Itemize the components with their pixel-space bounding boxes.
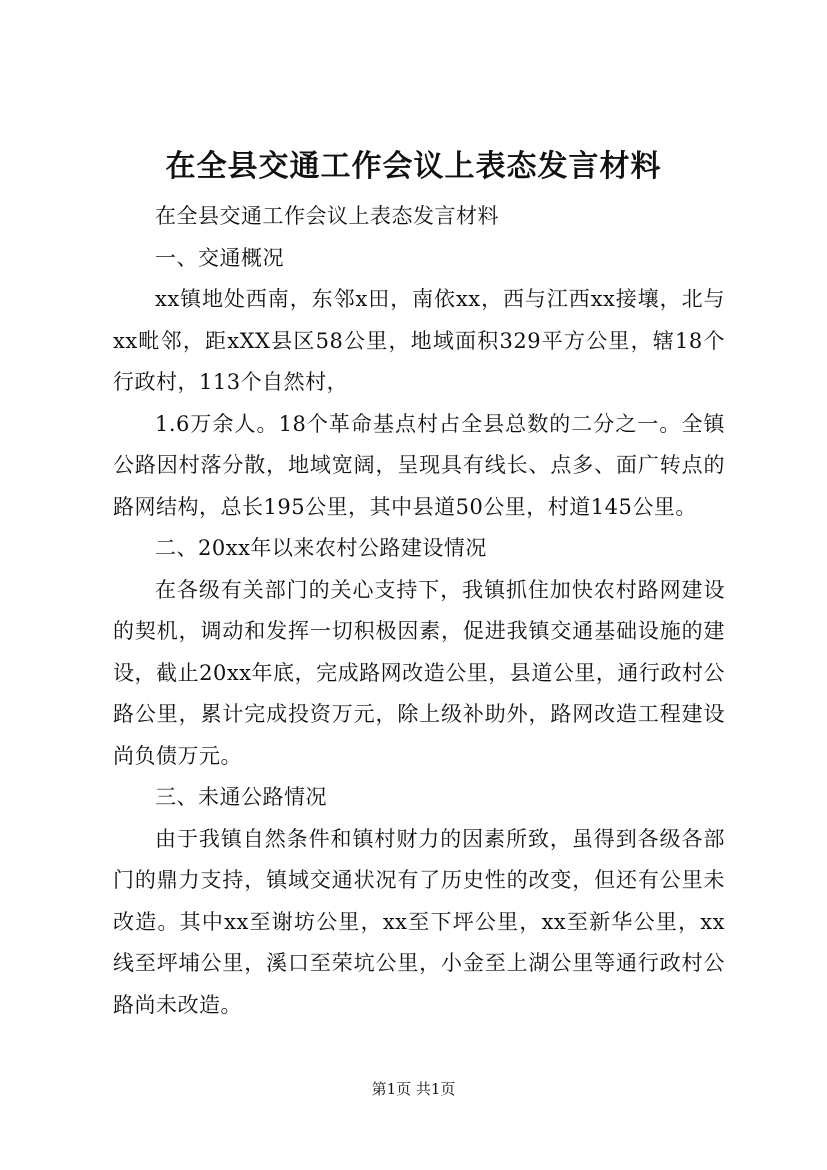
paragraph-section-heading-3: 三、未通公路情况 xyxy=(155,785,327,809)
paragraph-section-heading-2: 二、20xx年以来农村公路建设情况 xyxy=(155,536,487,560)
document-body xyxy=(113,196,725,1026)
paragraph-subtitle: 在全县交通工作会议上表态发言材料 xyxy=(155,204,499,228)
paragraph-population: 1.6万余人。18个革命基点村占全县总数的二分之一。全镇公路因村落分散，地域宽阔，呈现具有线长、点多、面广转点的路网结构，总长195公里，其中县道50公里，村道145公里。 xyxy=(113,411,725,519)
page-footer: 第1页 共1页 xyxy=(371,1080,456,1098)
paragraph-construction: 在各级有关部门的关心支持下，我镇抓住加快农村路网建设的契机，调动和发挥一切积极因素，促进我镇交通基础设施的建设，截止20xx年底，完成路网改造公里，县道公里，通行政村公路公里，累计完成投资万元，除上级补助外，路网改造工程建设尚负债万元。 xyxy=(113,577,725,768)
paragraph-overview: xx镇地处西南，东邻x田，南依xx，西与江西xx接壤，北与xx毗邻，距xXX县区58公里，地域面积329平方公里，辖18个行政村，113个自然村， xyxy=(113,287,725,394)
document-title: 在全县交通工作会议上表态发言材料 xyxy=(165,149,662,184)
paragraph-section-heading-1: 一、交通概况 xyxy=(155,245,284,270)
paragraph-unbuilt-roads: 由于我镇自然条件和镇村财力的因素所致，虽得到各级各部门的鼎力支持，镇域交通状况有了历史性的改变，但还有公里未改造。其中xx至谢坊公里，xx至下坪公里，xx至新华公里，xx线至坪埔公里，溪口至荣坑公里，小金至上湖公里等通行政村公路尚未改造。 xyxy=(113,826,725,1017)
